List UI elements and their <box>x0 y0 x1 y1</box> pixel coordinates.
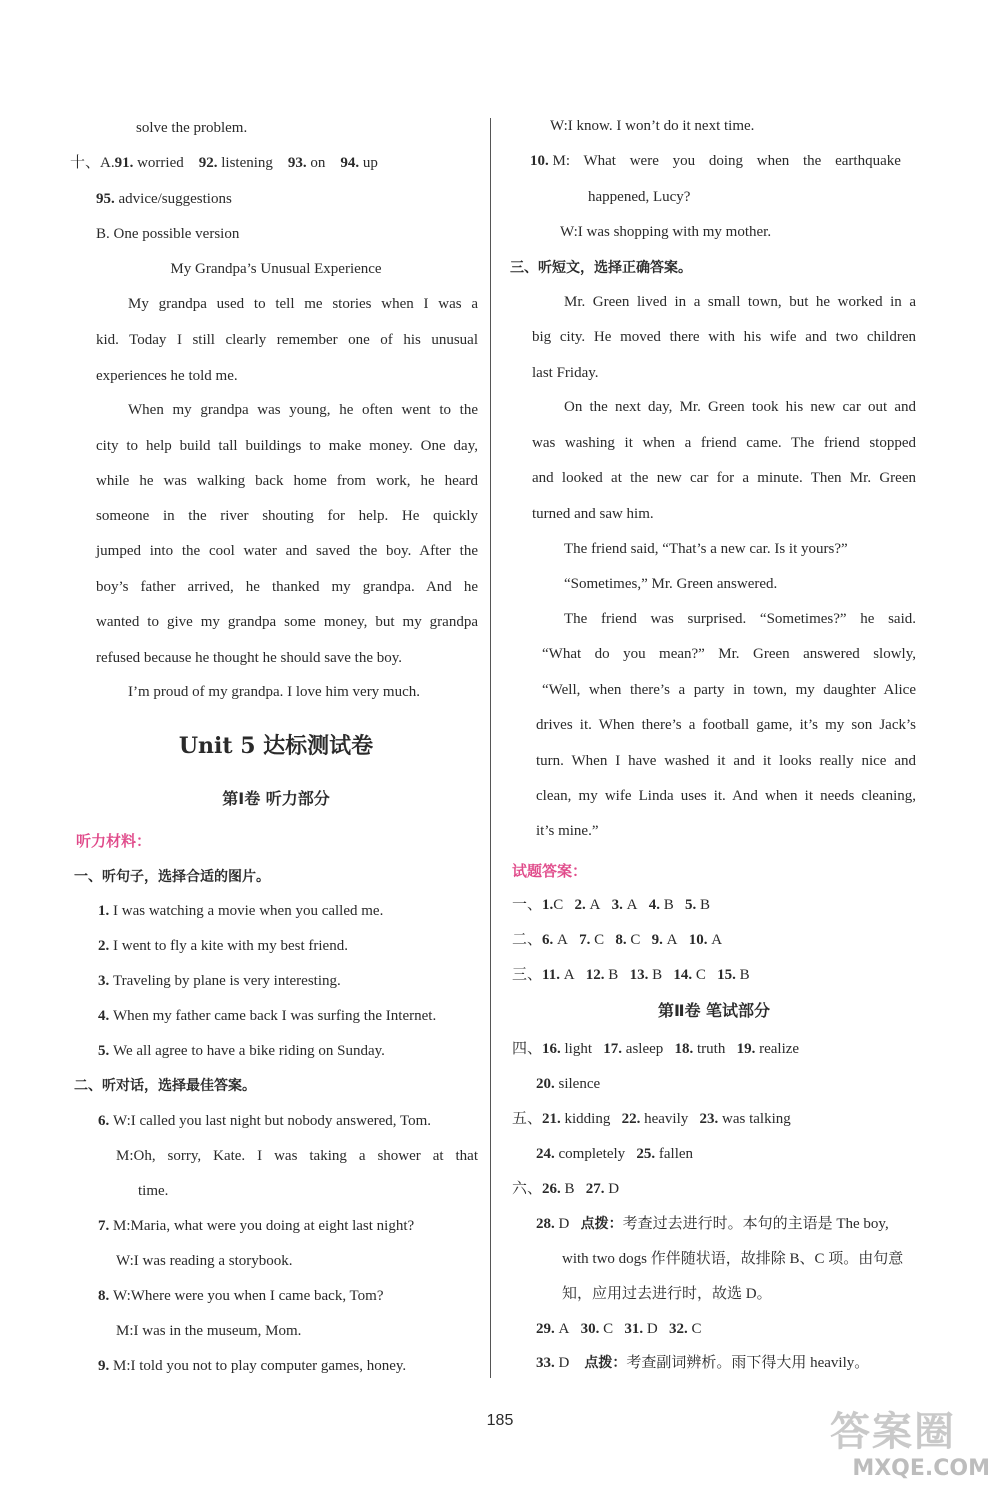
q-num: 27. <box>585 1181 605 1197</box>
q-num: 13. <box>629 967 649 983</box>
q-answer: fallen <box>658 1146 694 1162</box>
q-num: 7. <box>579 932 591 948</box>
section-heading: 一、听句子，选择合适的图片。 <box>74 869 270 885</box>
section-prefix: 六、 <box>512 1181 543 1197</box>
q-num: 6. <box>98 1113 110 1129</box>
q-num: 5. <box>98 1043 110 1059</box>
explanation-line: 知，应用过去进行时，故选 D。 <box>562 1286 772 1302</box>
q-num: 22. <box>621 1111 641 1127</box>
q-answer: C <box>553 897 564 913</box>
section-prefix: 三、 <box>512 967 543 983</box>
watermark-mark: 答案圈 <box>830 1409 956 1455</box>
passage-line: “Sometimes,” Mr. Green answered. <box>564 576 778 592</box>
section-b-label: B. One possible version <box>96 226 240 242</box>
passage-line: drives it. When there’s a football game, it’s my son Jack’s <box>536 717 916 733</box>
q-answer: D <box>608 1181 620 1197</box>
q-num: 1. <box>542 897 554 913</box>
q-answer: B <box>652 967 663 983</box>
q-num: 4. <box>648 897 660 913</box>
passage-line: was washing it when a friend came. The friend stopped <box>532 435 916 451</box>
q-num: 6. <box>542 932 554 948</box>
q-num: 28. <box>536 1216 555 1232</box>
passage-line: turned and saw him. <box>532 506 654 522</box>
q-num: 7. <box>98 1218 110 1234</box>
q-answer: A <box>558 1321 570 1337</box>
answers-row-10a <box>70 153 378 173</box>
answers-row <box>512 1039 799 1059</box>
q-num: 18. <box>674 1041 694 1057</box>
q-num: 4. <box>98 1008 110 1024</box>
q-num: 26. <box>542 1181 561 1197</box>
dialog-line: M:I was in the museum, Mom. <box>116 1323 302 1339</box>
dialog-line: time. <box>138 1183 169 1199</box>
dialog-line <box>530 151 901 171</box>
hint-text: 考查副词辨析。雨下得大用 heavily。 <box>626 1355 870 1371</box>
q-num: 23. <box>699 1111 719 1127</box>
q-num: 5. <box>684 897 697 913</box>
q-answer: up <box>362 155 378 171</box>
q-answer: B <box>739 967 750 983</box>
dialog-line <box>98 1286 384 1306</box>
essay-line: refused because he thought he should save the boy. <box>96 650 403 666</box>
q-num: 30. <box>580 1321 600 1337</box>
answers-row-95 <box>96 189 232 209</box>
q-num: 14. <box>673 967 693 983</box>
essay-title: My Grandpa’s Unusual Experience <box>170 261 382 277</box>
text-line: solve the problem. <box>136 120 248 136</box>
q-num: 2. <box>98 938 110 954</box>
passage-line: it’s mine.” <box>536 823 599 839</box>
q-answer: A <box>589 897 601 913</box>
q-text: M:Maria, what were you doing at eight last night? <box>113 1218 415 1234</box>
q-num: 8. <box>98 1288 110 1304</box>
answers-row <box>512 1109 791 1129</box>
dialog-line <box>98 1111 431 1131</box>
passage-line: clean, my wife Linda uses it. And when it needs cleaning, <box>536 788 916 804</box>
essay-line: someone in the river shouting for help. He quickly <box>96 508 478 524</box>
essay-line: city to help build tall buildings to make money. One day, <box>96 438 478 454</box>
q-num: 31. <box>624 1321 644 1337</box>
answers-row <box>512 965 750 985</box>
section-heading: 三、听短文，选择正确答案。 <box>510 260 692 276</box>
q-answer: B <box>663 897 674 913</box>
q-answer: completely <box>558 1146 626 1162</box>
q-num: 9. <box>98 1358 110 1374</box>
essay-line: When my grandpa was young, he often went to the <box>128 402 478 418</box>
q-answer: silence <box>558 1076 601 1092</box>
essay-line: boy’s father arrived, he thanked my grandpa. And he <box>96 579 478 595</box>
answers-row <box>512 895 710 915</box>
q-answer: D <box>558 1355 570 1371</box>
q-answer: on <box>310 155 326 171</box>
q-answer: B <box>564 1181 575 1197</box>
list-item <box>98 936 348 956</box>
answers-row <box>536 1319 701 1339</box>
passage-line: turn. When I have washed it and it looks really nice and <box>536 753 916 769</box>
q-answer: realize <box>759 1041 800 1057</box>
essay-line: kid. Today I still clearly remember one of his unusual <box>96 332 478 348</box>
q-answer: B <box>699 897 710 913</box>
q-answer: A <box>563 967 575 983</box>
passage-line: “What do you mean?” Mr. Green answered slowly, <box>542 646 916 662</box>
q-answer: D <box>558 1216 570 1232</box>
passage-line: The friend was surprised. “Sometimes?” he said. <box>564 611 916 627</box>
answers-row <box>512 1179 619 1199</box>
q-answer: A <box>626 897 638 913</box>
dialog-line: M:Oh, sorry, Kate. I was taking a shower at that <box>116 1148 478 1164</box>
dialog-line <box>98 1356 406 1376</box>
q-answer: was talking <box>722 1111 791 1127</box>
q-answer: kidding <box>564 1111 611 1127</box>
q-answer: C <box>691 1321 702 1337</box>
q-num: 1. <box>98 903 110 919</box>
passage-line: and looked at the new car for a minute. Then Mr. Green <box>532 470 916 486</box>
q-answer: C <box>603 1321 614 1337</box>
essay-line: jumped into the cool water and saved the boy. After the <box>96 543 478 559</box>
essay-line: experiences he told me. <box>96 368 238 384</box>
column-divider <box>490 118 491 1378</box>
dialog-line: W:I know. I won’t do it next time. <box>550 118 755 134</box>
q-answer: A <box>557 932 568 948</box>
passage-line: last Friday. <box>532 365 599 381</box>
q-num: 10. <box>688 932 708 948</box>
q-num: 9. <box>651 932 663 948</box>
answers-label: 试题答案： <box>512 862 588 880</box>
passage-line: big city. He moved there with his wife and two children <box>532 329 916 345</box>
answers-row <box>512 930 722 950</box>
explanation-line <box>536 1214 889 1234</box>
unit-title: Unit 5 达标测试卷 <box>178 733 374 759</box>
q-text: I was watching a movie when you called me. <box>113 903 384 919</box>
q-num: 21. <box>542 1111 561 1127</box>
part2-title: 第Ⅱ卷 笔试部分 <box>657 1001 771 1020</box>
q-num: 95. <box>96 191 115 207</box>
list-item <box>98 1006 436 1026</box>
hint-label: 点拨： <box>584 1355 627 1371</box>
q-num: 19. <box>736 1041 756 1057</box>
q-answer: C <box>630 932 641 948</box>
q-text: I went to fly a kite with my best friend. <box>113 938 348 954</box>
passage-line: On the next day, Mr. Green took his new car out and <box>564 399 916 415</box>
q-num: 10. <box>530 153 549 169</box>
q-text: M:I told you not to play computer games, honey. <box>113 1358 407 1374</box>
q-text: When my father came back I was surfing the Internet. <box>113 1008 437 1024</box>
hint-label: 点拨： <box>580 1216 623 1232</box>
essay-line: I’m proud of my grandpa. I love him very much. <box>128 684 421 700</box>
q-num: 29. <box>536 1321 555 1337</box>
dialog-line <box>98 1216 414 1236</box>
passage-line: “Well, when there’s a party in town, my daughter Alice <box>542 682 916 698</box>
q-answer: A <box>711 932 723 948</box>
q-num: 16. <box>542 1041 561 1057</box>
dialog-line: W:I was reading a storybook. <box>116 1253 293 1269</box>
q-num: 32. <box>668 1321 688 1337</box>
q-num: 15. <box>717 967 736 983</box>
q-num: 11. <box>542 967 560 983</box>
page-number: 185 <box>486 1412 514 1429</box>
list-item <box>98 971 341 991</box>
watermark-logo <box>830 1400 990 1485</box>
q-text: W:Where were you when I came back, Tom? <box>113 1288 384 1304</box>
q-num: 33. <box>536 1355 555 1371</box>
q-text: We all agree to have a bike riding on Sunday. <box>113 1043 385 1059</box>
list-item <box>98 1041 385 1061</box>
q-answer: heavily <box>644 1111 689 1127</box>
q-num: 17. <box>603 1041 623 1057</box>
q-answer: A <box>666 932 678 948</box>
explanation-line <box>536 1353 869 1373</box>
watermark-site: MXQE.COM <box>852 1456 990 1481</box>
dialog-line: happened, Lucy? <box>588 189 691 205</box>
q-answer: B <box>608 967 619 983</box>
q-num: 20. <box>536 1076 555 1092</box>
q-answer: C <box>695 967 706 983</box>
q-num: 12. <box>585 967 605 983</box>
essay-line: wanted to give my grandpa some money, but my grandpa <box>96 614 478 630</box>
q-num: 3. <box>98 973 110 989</box>
q-answer: light <box>564 1041 593 1057</box>
q-num: 93. <box>287 155 307 171</box>
q-text: W:I called you last night but nobody answered, Tom. <box>113 1113 432 1129</box>
q-answer: D <box>646 1321 658 1337</box>
part1-title: 第Ⅰ卷 听力部分 <box>222 789 330 808</box>
q-num: 2. <box>574 897 586 913</box>
passage-line: Mr. Green lived in a small town, but he worked in a <box>564 294 916 310</box>
section-prefix: 五、 <box>512 1111 543 1127</box>
list-item <box>98 901 383 921</box>
q-num: 8. <box>615 932 627 948</box>
q-num: 3. <box>611 897 623 913</box>
q-answer: listening <box>221 155 273 171</box>
q-answer: worried <box>137 155 184 171</box>
q-num: 94. <box>340 155 360 171</box>
q-answer: C <box>594 932 605 948</box>
q-num: 91. <box>114 155 134 171</box>
q-num: 24. <box>536 1146 555 1162</box>
listening-materials-label: 听力材料： <box>76 832 152 850</box>
section-prefix: 十、A. <box>70 155 115 171</box>
essay-line: My grandpa used to tell me stories when I was a <box>128 296 478 312</box>
section-prefix: 二、 <box>512 932 543 948</box>
section-prefix: 四、 <box>512 1041 543 1057</box>
explanation-line: with two dogs 作伴随状语，故排除 B、C 项。由句意 <box>562 1251 904 1267</box>
q-answer: asleep <box>625 1041 664 1057</box>
section-heading: 二、听对话，选择最佳答案。 <box>74 1078 256 1094</box>
q-answer: truth <box>697 1041 726 1057</box>
q-answer: advice/suggestions <box>118 191 232 207</box>
section-prefix: 一、 <box>512 897 543 913</box>
q-text: M: What were you doing when the earthquake <box>552 153 901 169</box>
answers-row <box>536 1144 693 1164</box>
q-num: 25. <box>636 1146 656 1162</box>
dialog-line: W:I was shopping with my mother. <box>560 224 772 240</box>
q-text: Traveling by plane is very interesting. <box>113 973 341 989</box>
passage-line: The friend said, “That’s a new car. Is it yours?” <box>564 541 848 557</box>
hint-text: 考查过去进行时。本句的主语是 The boy, <box>622 1216 889 1232</box>
essay-line: while he was walking back home from work, he heard <box>96 473 478 489</box>
answers-row <box>536 1074 600 1094</box>
q-num: 92. <box>198 155 218 171</box>
